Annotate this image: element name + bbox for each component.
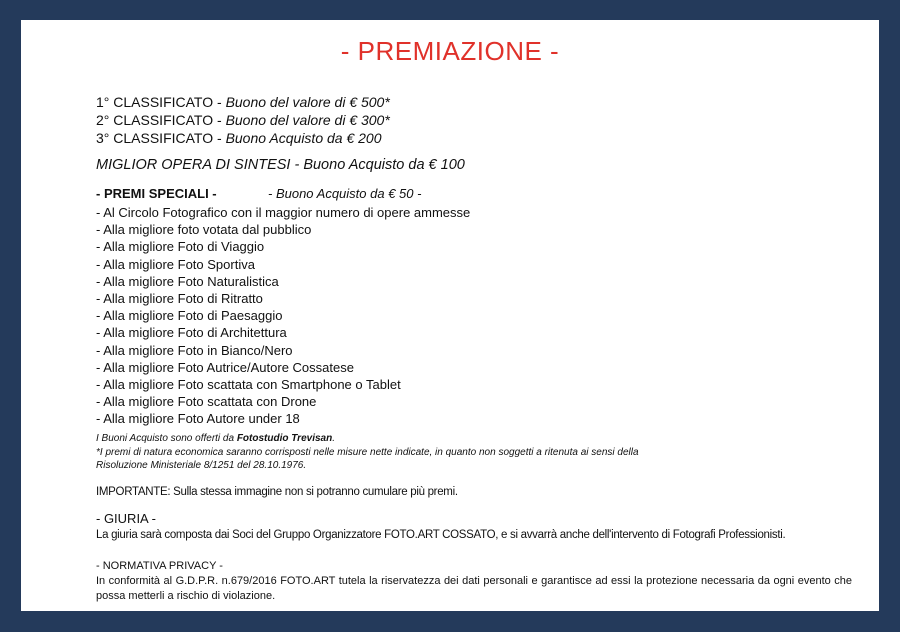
important-note: IMPORTANTE: Sulla stessa immagine non si potranno cumulare più premi. bbox=[96, 486, 458, 498]
list-item: - Alla migliore Foto scattata con Drone bbox=[96, 394, 317, 410]
list-item: - Alla migliore Foto di Ritratto bbox=[96, 291, 263, 307]
list-item: - Alla migliore foto votata dal pubblico bbox=[96, 222, 312, 238]
jury-text: La giuria sarà composta dai Soci del Gruppo Organizzatore FOTO.ART COSSATO, e si avvarrà anche dell'intervento di Fotografi Professionisti. bbox=[96, 529, 786, 541]
footnote-line-1: *I premi di natura economica saranno corrisposti nelle misure nette indicate, in quanto non soggetti a ritenuta ai sensi della bbox=[96, 446, 639, 458]
rank-prizes bbox=[96, 93, 390, 147]
privacy-text: In conformità al G.D.P.R. n.679/2016 FOTO.ART tutela la riservatezza dei dati personali e garantisce ad essi la protezione necessaria da ogni evento che possa metterli a rischio di violazione. bbox=[96, 575, 852, 602]
list-item: - Alla migliore Foto di Architettura bbox=[96, 325, 287, 341]
document-page bbox=[21, 20, 879, 611]
list-item: - Alla migliore Foto Sportiva bbox=[96, 256, 255, 272]
rank-row-3 bbox=[96, 129, 390, 147]
privacy-heading: - NORMATIVA PRIVACY - bbox=[96, 560, 223, 572]
prize-notes bbox=[96, 432, 639, 473]
list-item: - Alla migliore Foto Autrice/Autore Cossatese bbox=[96, 359, 354, 375]
rank-prize: Buono del valore di € 300* bbox=[225, 112, 390, 128]
list-item: - Alla migliore Foto Autore under 18 bbox=[96, 411, 300, 427]
list-item: - Al Circolo Fotografico con il maggior numero di opere ammesse bbox=[96, 205, 471, 220]
list-item: - Alla migliore Foto scattata con Smartphone o Tablet bbox=[96, 377, 401, 393]
jury-heading: - GIURIA - bbox=[96, 511, 156, 526]
best-synthesis-prize: MIGLIOR OPERA DI SINTESI - Buono Acquisto da € 100 bbox=[96, 157, 465, 173]
list-item: - Alla migliore Foto di Viaggio bbox=[96, 239, 265, 255]
sponsor-note bbox=[96, 432, 639, 446]
rank-prize: Buono Acquisto da € 200 bbox=[225, 130, 382, 146]
footnote-line-2: Risoluzione Ministeriale 8/1251 del 28.10.1976. bbox=[96, 460, 307, 472]
rank-place: 3° CLASSIFICATO - bbox=[96, 130, 222, 146]
special-prizes-heading: - PREMI SPECIALI - bbox=[96, 186, 217, 201]
special-prizes-value: - Buono Acquisto da € 50 - bbox=[268, 186, 422, 201]
list-item: - Alla migliore Foto di Paesaggio bbox=[96, 308, 283, 324]
rank-prize: Buono del valore di € 500* bbox=[225, 94, 390, 110]
rank-row-1 bbox=[96, 93, 390, 111]
sponsor-name: Fotostudio Trevisan bbox=[236, 433, 333, 444]
sponsor-prefix: I Buoni Acquisto sono offerti da bbox=[96, 433, 235, 444]
rank-row-2 bbox=[96, 111, 390, 129]
special-prizes-list bbox=[96, 204, 470, 428]
list-item: - Alla migliore Foto in Bianco/Nero bbox=[96, 342, 293, 358]
rank-place: 1° CLASSIFICATO - bbox=[96, 94, 222, 110]
sponsor-suffix: . bbox=[332, 433, 335, 444]
rank-place: 2° CLASSIFICATO - bbox=[96, 112, 222, 128]
special-prizes-heading-row bbox=[96, 185, 422, 202]
page-title: - PREMIAZIONE - bbox=[340, 36, 560, 66]
list-item: - Alla migliore Foto Naturalistica bbox=[96, 273, 279, 289]
